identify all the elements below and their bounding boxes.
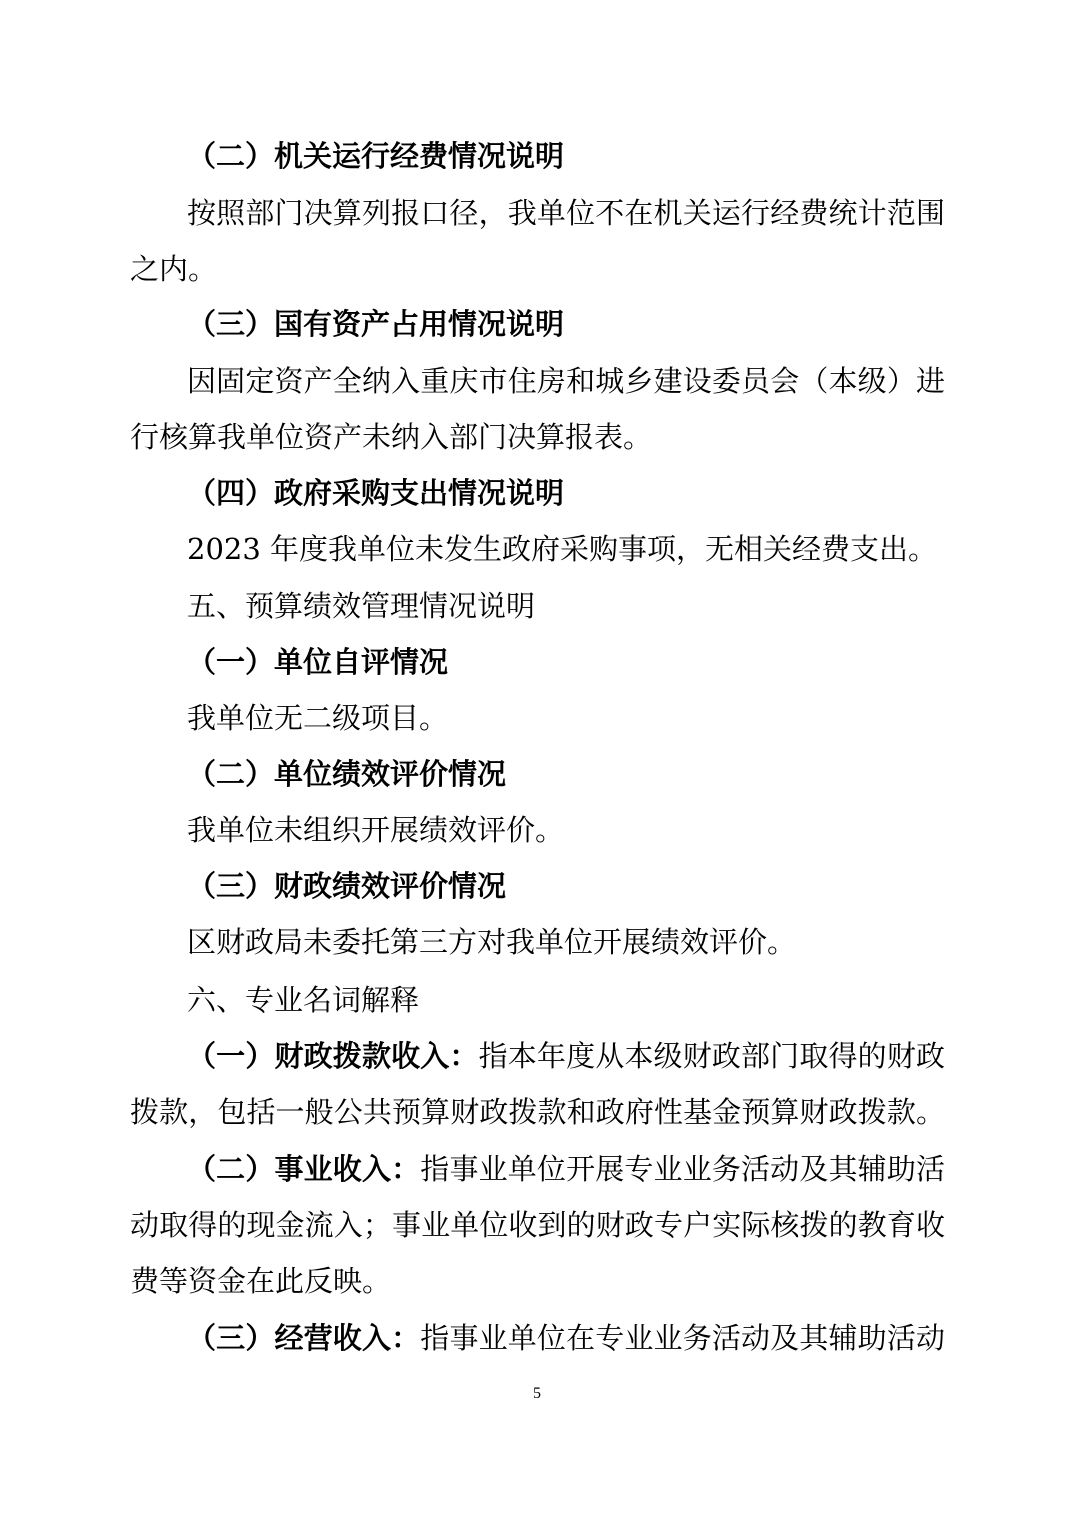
heading-terms-glossary: 六、专业名词解释 xyxy=(187,983,420,1017)
paragraph-state-assets-line-1: 因固定资产全纳入重庆市住房和城乡建设委员会（本级）进 xyxy=(187,364,945,398)
paragraph-admin-operating-expenses-line-1: 按照部门决算列报口径，我单位不在机关运行经费统计范围 xyxy=(187,196,945,230)
definition-fiscal-appropriation-income: 指本年度从本级财政部门取得的财政 xyxy=(478,1039,945,1073)
paragraph-business-income-line-1 xyxy=(187,1149,945,1189)
heading-performance-management: 五、预算绩效管理情况说明 xyxy=(187,589,536,623)
heading-admin-operating-expenses: （二）机关运行经费情况说明 xyxy=(187,139,565,173)
paragraph-admin-operating-expenses-line-2: 之内。 xyxy=(130,252,218,286)
heading-unit-performance-evaluation: （二）单位绩效评价情况 xyxy=(187,757,507,791)
heading-state-assets: （三）国有资产占用情况说明 xyxy=(187,307,565,341)
paragraph-government-procurement: 2023 年度我单位未发生政府采购事项，无相关经费支出。 xyxy=(187,532,938,566)
heading-unit-self-evaluation: （一）单位自评情况 xyxy=(187,645,449,679)
definition-operating-income: 指事业单位在专业业务活动及其辅助活动 xyxy=(420,1321,945,1355)
page-number: 5 xyxy=(533,1385,541,1402)
definition-business-income: 指事业单位开展专业业务活动及其辅助活 xyxy=(420,1152,945,1186)
paragraph-unit-performance-evaluation: 我单位未组织开展绩效评价。 xyxy=(187,813,565,847)
paragraph-business-income-line-2: 动取得的现金流入；事业单位收到的财政专户实际核拨的教育收 xyxy=(130,1208,945,1242)
paragraph-fiscal-performance-evaluation: 区财政局未委托第三方对我单位开展绩效评价。 xyxy=(187,925,797,959)
paragraph-operating-income-line-1 xyxy=(187,1318,945,1358)
heading-government-procurement: （四）政府采购支出情况说明 xyxy=(187,476,565,510)
paragraph-state-assets-line-2: 行核算我单位资产未纳入部门决算报表。 xyxy=(130,420,653,454)
heading-fiscal-performance-evaluation: （三）财政绩效评价情况 xyxy=(187,869,507,903)
paragraph-business-income-line-3: 费等资金在此反映。 xyxy=(130,1264,392,1298)
term-fiscal-appropriation-income: （一）财政拨款收入： xyxy=(187,1039,479,1073)
paragraph-unit-self-evaluation: 我单位无二级项目。 xyxy=(187,701,449,735)
paragraph-fiscal-appropriation-income-line-1 xyxy=(187,1036,945,1076)
paragraph-fiscal-appropriation-income-line-2: 拨款，包括一般公共预算财政拨款和政府性基金预算财政拨款。 xyxy=(130,1095,945,1129)
term-business-income: （二）事业收入： xyxy=(187,1152,421,1186)
term-operating-income: （三）经营收入： xyxy=(187,1321,421,1355)
